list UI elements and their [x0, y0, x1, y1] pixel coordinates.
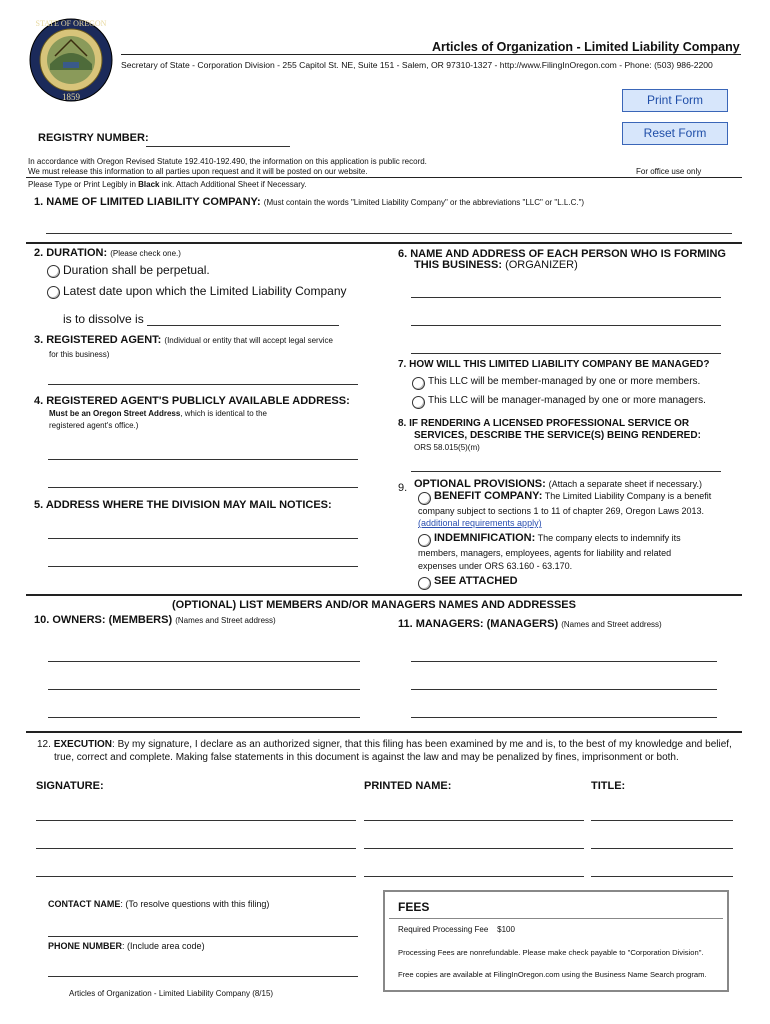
benefit-company-radio[interactable]: [418, 492, 431, 505]
section-10-label: 10. OWNERS: (MEMBERS) (Names and Street address): [34, 614, 276, 626]
see-attached-label: SEE ATTACHED: [434, 575, 518, 587]
contact-name-field[interactable]: [48, 936, 358, 937]
section-6-label: 6. NAME AND ADDRESS OF EACH PERSON WHO IS FORMING: [398, 248, 726, 260]
seal-year: 1859: [62, 92, 80, 102]
office-use-label: For office use only: [636, 167, 702, 176]
indemnification-text-2: expenses under ORS 63.160 - 63.170.: [418, 561, 573, 571]
section-4-note-2: registered agent's office.): [49, 421, 139, 430]
dissolve-date-field[interactable]: [147, 325, 339, 326]
optional-members-heading: (OPTIONAL) LIST MEMBERS AND/OR MANAGERS NAMES AND ADDRESSES: [172, 599, 576, 611]
organizer-field-1[interactable]: [411, 297, 721, 298]
free-copies-note: Free copies are available at FilingInOregon.com using the Business Name Search program.: [398, 970, 707, 979]
section-3-label: 3. REGISTERED AGENT: (Individual or entity that will accept legal service: [34, 334, 333, 346]
form-subtitle: Secretary of State - Corporation Division - 255 Capitol St. NE, Suite 151 - Salem, OR 97310-1327 - http://www.FilingInOregon.com - Phone: (503) 986-2200: [121, 60, 713, 70]
form-title: Articles of Organization - Limited Liability Company: [432, 40, 740, 54]
section-1-label: 1. NAME OF LIMITED LIABILITY COMPANY: (Must contain the words "Limited Liability Company" or the abbreviations "LLC" or "L.L.C."): [34, 196, 585, 208]
section-7-label: 7. HOW WILL THIS LIMITED LIABILITY COMPANY BE MANAGED?: [398, 359, 710, 370]
professional-service-field[interactable]: [411, 471, 721, 472]
title-field-2[interactable]: [591, 848, 733, 849]
printed-name-label: PRINTED NAME:: [364, 780, 452, 792]
title-field-3[interactable]: [591, 876, 733, 877]
section-4-note: Must be an Oregon Street Address, which is identical to the: [49, 409, 268, 418]
title-label: TITLE:: [591, 780, 626, 792]
additional-requirements-link[interactable]: (additional requirements apply): [418, 518, 542, 528]
title-field-1[interactable]: [591, 820, 733, 821]
signature-field-2[interactable]: [36, 848, 356, 849]
see-attached-radio[interactable]: [418, 577, 431, 590]
section-6-label-2: THIS BUSINESS: (ORGANIZER): [414, 259, 578, 271]
manager-managed-radio[interactable]: [412, 396, 425, 409]
print-instructions: Please Type or Print Legibly in Black ink. Attach Additional Sheet if Necessary.: [28, 180, 307, 189]
section-9-number: 9.: [398, 482, 408, 494]
section-11-label: 11. MANAGERS: (MANAGERS) (Names and Street address): [398, 618, 662, 630]
phone-number-field[interactable]: [48, 976, 358, 977]
benefit-company-text: company subject to sections 1 to 11 of chapter 269, Oregon Laws 2013.: [418, 506, 705, 516]
reset-form-button[interactable]: Reset Form: [622, 122, 728, 145]
owner-field-3[interactable]: [48, 717, 360, 718]
organizer-field-3[interactable]: [411, 353, 721, 354]
contact-name-label: CONTACT NAME: (To resolve questions with this filing): [48, 899, 270, 909]
public-record-notice-2: We must release this information to all parties upon request and it will be posted on our website.: [28, 167, 368, 176]
registry-number-label: REGISTRY NUMBER:: [38, 132, 149, 144]
indemnification-radio[interactable]: [418, 534, 431, 547]
printed-name-field-3[interactable]: [364, 876, 584, 877]
signature-field-3[interactable]: [36, 876, 356, 877]
manager-field-2[interactable]: [411, 689, 717, 690]
section-2-label: 2. DURATION: (Please check one.): [34, 247, 181, 259]
owner-field-2[interactable]: [48, 689, 360, 690]
signature-label: SIGNATURE:: [36, 780, 104, 792]
section-4-label: 4. REGISTERED AGENT'S PUBLICLY AVAILABLE ADDRESS:: [34, 395, 350, 407]
duration-date-radio[interactable]: [47, 286, 60, 299]
mailing-address-field-1[interactable]: [48, 538, 358, 539]
fees-nonrefundable: Processing Fees are nonrefundable. Please make check payable to "Corporation Division".: [398, 948, 704, 957]
company-name-field[interactable]: [46, 233, 732, 234]
owner-field-1[interactable]: [48, 661, 360, 662]
indemnification-text: members, managers, employees, agents for liability and related: [418, 548, 672, 558]
svg-text:STATE OF OREGON: STATE OF OREGON: [35, 19, 107, 28]
printed-name-field-1[interactable]: [364, 820, 584, 821]
organizer-field-2[interactable]: [411, 325, 721, 326]
section-9-label: OPTIONAL PROVISIONS: (Attach a separate sheet if necessary.): [414, 478, 703, 490]
signature-field-1[interactable]: [36, 820, 356, 821]
manager-field-3[interactable]: [411, 717, 717, 718]
agent-address-field-1[interactable]: [48, 459, 358, 460]
registered-agent-field[interactable]: [48, 384, 358, 385]
duration-perpetual-label: Duration shall be perpetual.: [63, 263, 210, 277]
duration-date-label: Latest date upon which the Limited Liability Company: [63, 284, 347, 298]
registry-number-field[interactable]: [146, 146, 290, 147]
section-5-label: 5. ADDRESS WHERE THE DIVISION MAY MAIL NOTICES:: [34, 499, 332, 511]
execution-statement: 12. EXECUTION: By my signature, I declare as an authorized signer, that this filing has been examined by me and is, to the best of my knowledge and belief,: [37, 739, 732, 750]
dissolve-label: is to dissolve is: [63, 312, 144, 326]
processing-fee: Required Processing Fee $100: [398, 925, 515, 934]
duration-perpetual-radio[interactable]: [47, 265, 60, 278]
indemnification-label: INDEMNIFICATION: The company elects to indemnify its: [434, 532, 681, 544]
form-footer: Articles of Organization - Limited Liability Company (8/15): [69, 989, 274, 998]
section-8-label-2: SERVICES, DESCRIBE THE SERVICE(S) BEING RENDERED:: [414, 430, 701, 441]
phone-number-label: PHONE NUMBER: (Include area code): [48, 941, 205, 951]
mailing-address-field-2[interactable]: [48, 566, 358, 567]
agent-address-field-2[interactable]: [48, 487, 358, 488]
printed-name-field-2[interactable]: [364, 848, 584, 849]
section-8-note: ORS 58.015(5)(m): [414, 443, 480, 452]
fees-header-rule: [389, 918, 723, 919]
public-record-notice: In accordance with Oregon Revised Statute 192.410-192.490, the information on this application is public record.: [28, 157, 427, 166]
member-managed-radio[interactable]: [412, 377, 425, 390]
section-3-note: for this business): [49, 350, 110, 359]
execution-statement-2: true, correct and complete. Making false statements in this document is against the law and may be penalized by fines, imprisonment or both.: [54, 752, 679, 763]
member-managed-label: This LLC will be member-managed by one or more members.: [428, 376, 701, 387]
benefit-company-label: BENEFIT COMPANY: The Limited Liability Company is a benefit: [434, 490, 712, 502]
fees-title: FEES: [398, 900, 430, 914]
manager-field-1[interactable]: [411, 661, 717, 662]
oregon-seal-icon: [28, 12, 114, 108]
manager-managed-label: This LLC will be manager-managed by one or more managers.: [428, 395, 706, 406]
section-8-label: 8. IF RENDERING A LICENSED PROFESSIONAL SERVICE OR: [398, 418, 690, 429]
print-form-button[interactable]: Print Form: [622, 89, 728, 112]
